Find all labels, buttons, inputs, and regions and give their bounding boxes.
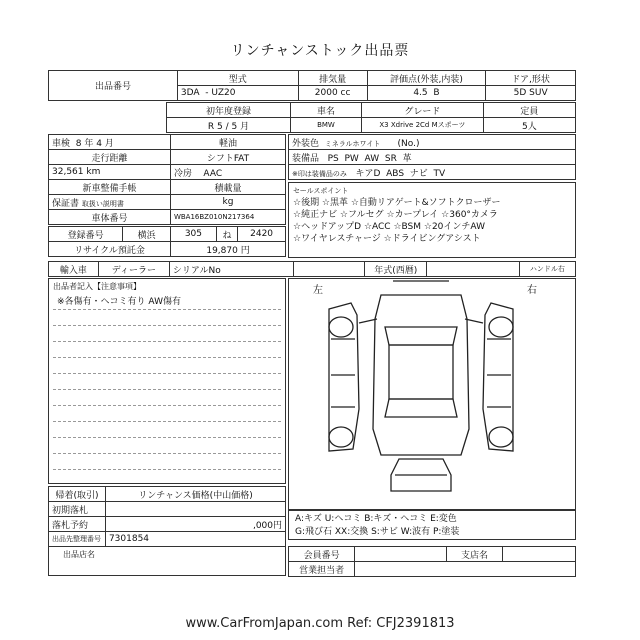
capacity-label: 定員 [483,103,575,118]
wheel-front-left [329,317,353,337]
start-price-value [105,502,285,517]
import-blank [293,262,364,277]
seller-name-label: 出品店名 [63,550,95,559]
first-registration-value: R 5 / 5 月 [167,118,291,133]
displacement-label: 排気量 [298,71,367,86]
rear-window [385,399,457,417]
grade-score-value [367,86,486,101]
legend-line-2: G:飛び石 XX:交換 S:サビ W:波有 P:塗装 [295,527,460,537]
option-key: キアD [355,168,381,179]
note-rule [53,405,281,406]
aircon-cell [170,165,285,180]
mirrors [359,319,483,323]
model-year-label: 年式(西暦) [364,262,427,277]
reserve-price-label: 落札予約 [49,517,106,532]
mileage-label: 走行距離 [49,150,171,165]
wheel-rear-right [489,427,513,447]
exterior-color-label: 外装色 [292,138,320,149]
door-label: ドア,形状 [486,71,576,86]
wheel-front-right [489,317,513,337]
left-side-lines [331,339,355,407]
note-rule [53,309,281,310]
import-serial: シリアルNo [169,262,293,277]
model-value: 3DA - UZ20 [177,86,298,101]
vin-value: WBA16BZ010N217364 [170,210,285,225]
import-label: 輸入車 [49,262,99,277]
seller-name-box [48,546,286,576]
plate-class-number: 305 [171,227,217,242]
stock-number-value: 7301854 [105,532,285,547]
note-rule [53,389,281,390]
header-row-2 [166,102,576,133]
sales-point-line: ☆ワイヤレスチャージ ☆ドライビングアシスト [293,234,481,244]
fuel-label: 軽油 [170,135,285,150]
grade-value: X3 Xdrive 2Cd Mスポーツ [361,118,483,133]
diagram-left-label: 左 [313,285,323,296]
price-table [48,486,286,547]
load-capacity-unit: kg [170,195,285,210]
header-row-1 [48,70,576,101]
auction-label: 帰着(取引) [49,487,106,502]
damage-legend [288,510,576,540]
inspection-value: 8 年 4 月 [75,138,114,149]
seller-notes-header: 出品者記入【注意事項】 [53,282,141,291]
first-registration-label: 初年度登録 [167,103,291,118]
equipment-cell [289,150,576,165]
recycle-fee-label: リサイクル預託金 [49,242,171,257]
warranty-cell [49,195,171,210]
color-number: (No.) [397,138,420,149]
member-table [288,546,576,577]
option-navi: ナビ [409,168,428,179]
car-diagram [289,279,577,511]
sales-points-box [288,182,576,258]
displacement-value: 2000 cc [298,86,367,101]
options-cell [289,165,576,180]
capacity-value: 5人 [483,118,575,133]
grade-score-interior: B [433,88,440,98]
watermark: www.CarFromJapan.com Ref: CFJ2391813 [185,616,455,631]
equipment-label: 装備品 [292,153,320,164]
recycle-fee-value: 19,870 円 [171,242,286,257]
exterior-color-value: ミネラルホワイト [324,139,381,148]
seller-notes-line: ※各傷有・ヘコミ有り AW傷有 [57,297,181,307]
windshield [385,327,457,345]
member-number-value [355,547,447,562]
option-tv: TV [433,168,446,179]
damage-diagram-box [288,278,576,510]
load-capacity-label: 積載量 [170,180,285,195]
plate-kana: ね [216,227,237,242]
door-value: 5D SUV [486,86,576,101]
stock-number-label: 出品先整理番号 [49,532,106,547]
import-dealer: ディーラー [98,262,169,277]
model-code: UZ20 [211,88,236,98]
grade-score-exterior: 4.5 [413,88,428,98]
aircon-value: AAC [203,168,223,179]
diagram-right-label: 右 [527,285,537,296]
right-side-lines [487,339,511,407]
car-name-label: 車名 [290,103,361,118]
maintenance-record-label: 新車整備手帳 [49,180,171,195]
vin-label: 車体番号 [49,210,171,225]
equipment-table [288,134,576,180]
equip-pw: PW [344,153,359,164]
note-rule [53,437,281,438]
plate-serial-number: 2420 [238,227,286,242]
car-body-top [373,295,469,455]
model-prefix: 3DA [180,88,200,98]
grade-score-label: 評価点(外装,内装) [367,71,486,86]
options-label: ※印は装備品のみ [292,169,347,178]
branch-label: 支店名 [447,547,503,562]
warranty-label: 保証書 [52,198,80,209]
sales-points-header: セールスポイント [293,187,349,195]
note-rule [53,373,281,374]
member-number-label: 会員番号 [289,547,355,562]
page-title: リンチャンストック出品票 [230,43,410,59]
seller-notes-box [48,278,286,484]
sales-rep-value [355,562,576,577]
legend-line-1: A:キズ U:ヘコミ B:キズ・ヘコミ E:変色 [295,514,457,524]
roof [389,345,453,399]
inspection-cell [49,135,171,150]
equip-aw: AW [364,153,380,164]
note-rule [53,325,281,326]
plate-area: 横浜 [123,227,171,242]
sales-point-line: ☆ヘッドアップD ☆ACC ☆BSM ☆20インチAW [293,222,485,232]
plate-table [48,226,286,257]
shift-label: シフトFAT [170,150,285,165]
note-rule [53,453,281,454]
import-row [48,261,576,277]
sales-point-line: ☆後期 ☆黒革 ☆自動リアゲート&ソフトクローザー [293,198,501,208]
vehicle-spec-table [48,134,286,225]
manual-label: 取扱い説明書 [81,199,124,208]
equip-leather: 革 [402,153,412,164]
sales-rep-label: 営業担当者 [289,562,355,577]
aircon-label: 冷房 [173,168,192,179]
exterior-color-cell [289,135,576,150]
note-rule [53,469,281,470]
plate-label: 登録番号 [49,227,123,242]
model-label: 型式 [177,71,298,86]
grade-label: グレード [361,103,483,118]
stock-number-label: 出品番号 [49,71,178,101]
equip-ps: PS [327,153,339,164]
reserve-price-value: ,000円 [105,517,285,532]
model-year-value [427,262,519,277]
mileage-value: 32,561 km [49,165,171,180]
option-abs: ABS [386,168,405,179]
note-rule [53,341,281,342]
note-rule [53,357,281,358]
auction-value: リンチャンス価格(中山価格) [105,487,285,502]
car-name-value: BMW [290,118,361,133]
branch-value [502,547,575,562]
wheel-rear-left [329,427,353,447]
note-rule [53,421,281,422]
inspection-label: 車検 [52,138,71,149]
sales-point-line: ☆純正ナビ ☆フルセグ ☆カープレイ ☆360°カメラ [293,210,498,220]
start-price-label: 初期落札 [49,502,106,517]
steering-value: ハンドル右 [519,262,575,277]
equip-sr: SR [384,153,397,164]
